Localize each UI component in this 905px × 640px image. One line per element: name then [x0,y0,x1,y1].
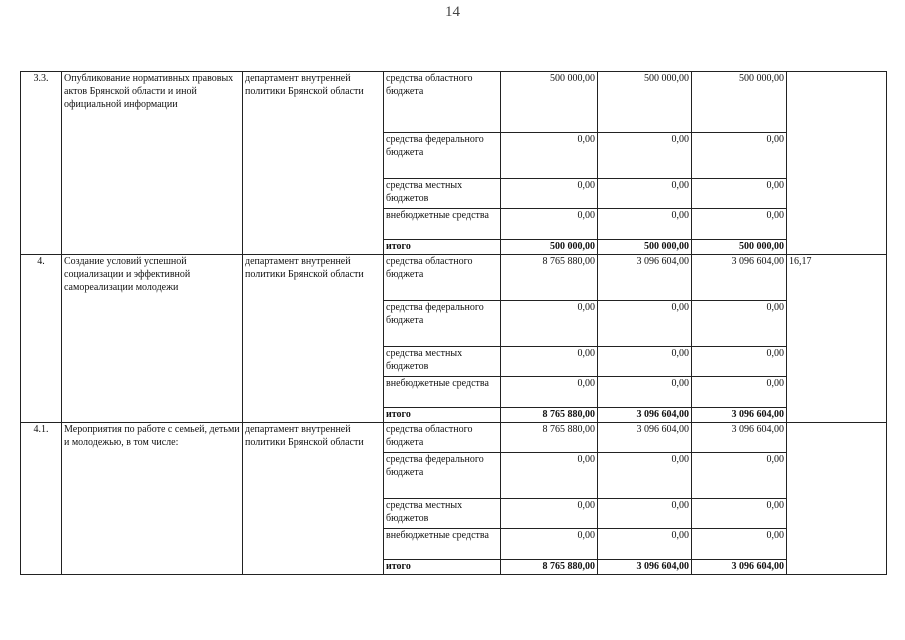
amount-1: 0,00 [501,377,598,408]
item-name: Мероприятия по работе с семьей, детьми и молодежью, в том числе: [62,423,243,575]
amount-3: 0,00 [692,133,787,179]
amount-2: 3 096 604,00 [598,408,692,423]
amount-1: 0,00 [501,209,598,240]
funding-row [21,423,887,453]
amount-2: 0,00 [598,499,692,529]
amount-1: 0,00 [501,301,598,347]
funding-row [21,72,887,133]
funding-source: средства федерального бюджета [384,133,501,179]
item-number: 4. [21,255,62,423]
amount-3: 0,00 [692,347,787,377]
funding-source: внебюджетные средства [384,529,501,560]
executor: департамент внутренней политики Брянской области [243,423,384,575]
amount-2: 0,00 [598,453,692,499]
funding-source: итого [384,560,501,575]
extra-column [787,423,887,575]
funding-source: средства местных бюджетов [384,179,501,209]
amount-3: 3 096 604,00 [692,408,787,423]
budget-table-body [21,72,887,575]
amount-2: 0,00 [598,209,692,240]
amount-3: 0,00 [692,377,787,408]
amount-2: 3 096 604,00 [598,255,692,301]
item-name: Опубликование нормативных правовых актов Брянской области и иной официальной информации [62,72,243,255]
extra-column: 16,17 [787,255,887,423]
funding-source: внебюджетные средства [384,377,501,408]
amount-1: 0,00 [501,179,598,209]
amount-3: 500 000,00 [692,240,787,255]
amount-2: 0,00 [598,377,692,408]
page-number: 14 [445,4,460,20]
item-number: 3.3. [21,72,62,255]
funding-source: средства областного бюджета [384,72,501,133]
executor: департамент внутренней политики Брянской области [243,255,384,423]
amount-2: 500 000,00 [598,72,692,133]
amount-3: 0,00 [692,529,787,560]
amount-1: 0,00 [501,529,598,560]
executor: департамент внутренней политики Брянской области [243,72,384,255]
amount-3: 0,00 [692,209,787,240]
funding-source: средства федерального бюджета [384,301,501,347]
amount-2: 3 096 604,00 [598,560,692,575]
amount-1: 8 765 880,00 [501,423,598,453]
funding-source: средства областного бюджета [384,255,501,301]
amount-2: 500 000,00 [598,240,692,255]
item-number: 4.1. [21,423,62,575]
amount-2: 0,00 [598,347,692,377]
amount-3: 3 096 604,00 [692,423,787,453]
amount-1: 0,00 [501,133,598,179]
funding-source: внебюджетные средства [384,209,501,240]
item-name: Создание условий успешной социализации и эффективной самореализации молодежи [62,255,243,423]
funding-source: итого [384,240,501,255]
amount-1: 8 765 880,00 [501,408,598,423]
amount-3: 3 096 604,00 [692,255,787,301]
funding-source: средства областного бюджета [384,423,501,453]
amount-2: 0,00 [598,301,692,347]
funding-row [21,255,887,301]
amount-3: 500 000,00 [692,72,787,133]
funding-source: средства местных бюджетов [384,347,501,377]
amount-3: 0,00 [692,301,787,347]
budget-table [20,71,887,575]
funding-source: средства федерального бюджета [384,453,501,499]
amount-1: 500 000,00 [501,240,598,255]
amount-3: 0,00 [692,499,787,529]
amount-1: 8 765 880,00 [501,255,598,301]
funding-source: средства местных бюджетов [384,499,501,529]
amount-3: 0,00 [692,453,787,499]
extra-column [787,72,887,255]
funding-source: итого [384,408,501,423]
amount-3: 0,00 [692,179,787,209]
amount-1: 500 000,00 [501,72,598,133]
amount-1: 0,00 [501,453,598,499]
amount-2: 3 096 604,00 [598,423,692,453]
amount-2: 0,00 [598,529,692,560]
amount-3: 3 096 604,00 [692,560,787,575]
amount-1: 0,00 [501,347,598,377]
amount-1: 0,00 [501,499,598,529]
amount-2: 0,00 [598,179,692,209]
amount-1: 8 765 880,00 [501,560,598,575]
amount-2: 0,00 [598,133,692,179]
